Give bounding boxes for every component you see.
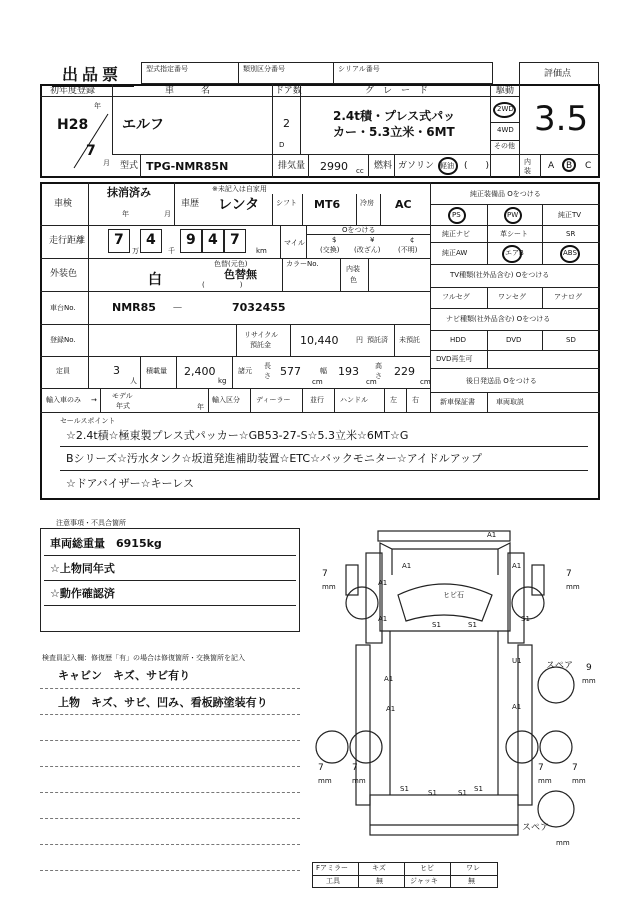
dmg-a1-side-left: A1 <box>384 675 394 683</box>
after-title: 後日発送品 Oをつける <box>466 377 537 385</box>
navi-sd: SD <box>566 336 576 344</box>
dmg-s1-cab-2: S1 <box>468 621 477 629</box>
truck-damage-diagram <box>310 525 610 865</box>
import-kbn: 輸入区分 <box>212 396 240 404</box>
sales-line-1: ☆2.4t積☆極東製プレス式パッカー☆GB53-27-S☆5.3立米☆6MT☆G <box>66 429 409 442</box>
legend-r4: 無 <box>468 877 475 885</box>
color-label: 外装色 <box>50 269 78 279</box>
score-label: 評価点 <box>544 69 572 79</box>
header-id-box <box>141 62 493 84</box>
inspection-note: ※未記入は自家用 <box>212 185 267 193</box>
shift-label: シフト <box>276 199 297 207</box>
displacement-value: 2990 <box>320 160 348 173</box>
sales-line-2: Bシリーズ☆汚水タンク☆坂道発進補助装置☆ETC☆バックモニター☆アイドルアップ <box>66 452 483 465</box>
displacement-unit: cc <box>356 167 364 175</box>
history-label: 車歴 <box>181 199 200 209</box>
notes-line-1: 車両総重量 6915kg <box>50 537 162 550</box>
dmg-s1-rear-3: S1 <box>428 789 437 797</box>
equip-sr: SR <box>566 230 576 238</box>
equip-abs: ABS <box>563 249 577 257</box>
dmg-a1-bumper: A1 <box>487 531 497 539</box>
grade-label: グ レ ー ド <box>365 86 429 96</box>
tire-fr-value: 7 <box>566 569 572 579</box>
mileage-sen: 千 <box>168 247 175 255</box>
mileage-digit-1: 7 <box>114 232 124 248</box>
recycle-label2: 預託金 <box>250 341 271 349</box>
dmg-u1: U1 <box>512 657 522 665</box>
load-label: 積載量 <box>146 367 167 375</box>
dmg-a1-box-left: A1 <box>386 705 396 713</box>
navi-hdd: HDD <box>450 336 467 344</box>
car-name-value: エルフ <box>122 117 164 133</box>
equipment-title: 純正装備品 Oをつける <box>470 190 541 198</box>
repaint-paren: ( ) <box>202 281 243 289</box>
dmg-windshield: ヒビ石 <box>443 591 464 599</box>
equip-airbag: エアB <box>505 249 524 257</box>
legend-r3: ジャッキ <box>410 877 438 885</box>
model-label: 型式 <box>120 161 139 171</box>
equip-aw: 純正AW <box>442 249 468 257</box>
color-value: 白 <box>148 272 162 288</box>
drive-2wd: 2WD <box>497 105 514 113</box>
legend-r1: 工具 <box>326 877 340 885</box>
cooler-label: 冷房 <box>360 199 374 207</box>
repaint-label: 色替(元色) <box>214 260 248 268</box>
reg-label: 登録No. <box>50 336 76 344</box>
doors-value: 2 <box>283 117 290 130</box>
displacement-label: 排気量 <box>278 161 306 171</box>
inspector-label: 検査員記入欄：修復歴「有」の場合は修復箇所・交換箇所を記入 <box>42 654 245 662</box>
mileage-man: 万 <box>132 247 139 255</box>
capacity-label: 定員 <box>56 367 70 375</box>
dmg-a1-cab-left: A1 <box>402 562 412 570</box>
equip-pw: PW <box>507 211 519 219</box>
capacity-value: 3 <box>113 364 120 377</box>
interior-label: 内装 <box>524 158 531 175</box>
import-label: 輸入車のみ <box>46 396 81 404</box>
mileage-digit-2: 4 <box>146 232 156 248</box>
spare-label-2: スペア <box>522 823 550 833</box>
chassis-label: 車台No. <box>50 304 76 312</box>
fuel-label: 燃料 <box>374 161 393 171</box>
inspection-value: 抹消済み <box>107 186 151 199</box>
inspection-label: 車検 <box>54 199 73 209</box>
tire-rl2-value: 7 <box>352 763 358 773</box>
score-value: 3.5 <box>534 99 589 139</box>
dmg-s1-rear-2: S1 <box>474 785 483 793</box>
dmg-s1-door-right: S1 <box>521 615 530 623</box>
spare-label-1: スペア <box>546 661 574 671</box>
interior-b: B <box>566 161 573 171</box>
tire-rr1-value: 7 <box>538 763 544 773</box>
legend-h1: Fアミラー <box>316 864 349 872</box>
inspector-line-1: キャビン キズ、サビ有り <box>58 669 191 682</box>
equip-navi: 純正ナビ <box>442 230 470 238</box>
notes-label: 注意事項・不具合箇所 <box>56 519 126 527</box>
recycle-value: 10,440 <box>300 334 339 347</box>
mileage-label: 走行距離 <box>49 236 86 246</box>
dmg-a1-door-left: A1 <box>378 615 388 623</box>
grade-line2: カー・5.3立米・6MT <box>333 125 455 139</box>
fuel-paren: ( ) <box>464 161 490 171</box>
dmg-s1-rear-1: S1 <box>400 785 409 793</box>
tv-fullseg: フルセグ <box>442 293 470 301</box>
first-reg-month: 7 <box>86 143 96 159</box>
navi-dvd: DVD <box>506 336 522 344</box>
sales-label: セールスポイント <box>60 417 116 425</box>
mileage-circle-note: Oをつける <box>342 226 376 234</box>
inspection-month: 月 <box>164 210 171 218</box>
spare-value-1: 9 <box>586 663 592 673</box>
colorno-label: カラーNo. <box>286 260 319 268</box>
year-suffix: 年 <box>94 102 101 110</box>
handle-label: ハンドル <box>340 396 368 404</box>
katashiki-label: 型式指定番号 <box>146 65 188 73</box>
mileage-exchange: (交換) <box>320 246 340 254</box>
recycle-label1: リサイクル <box>244 331 279 339</box>
tire-fl-value: 7 <box>322 569 328 579</box>
legend-r2: 無 <box>376 877 383 885</box>
drive-label: 駆動 <box>496 86 515 96</box>
shift-value: MT6 <box>314 198 341 211</box>
doors-d: D <box>279 141 285 149</box>
fuel-kei: 軽油 <box>440 162 454 170</box>
tire-rl1-value: 7 <box>318 763 324 773</box>
drive-other: その他 <box>494 142 515 150</box>
model-value: TPG-NMR85N <box>146 160 229 173</box>
inspection-year: 年 <box>122 210 129 218</box>
tv-title: TV種類(社外品含む) Oをつける <box>450 271 550 279</box>
legend-h4: ワレ <box>466 864 480 872</box>
equip-tv: 純正TV <box>558 211 582 219</box>
height-value: 229 <box>394 365 415 378</box>
after-manual: 車両取説 <box>496 398 524 406</box>
notes-line-3: ☆動作確認済 <box>50 587 115 600</box>
dmg-a1-side-right: A1 <box>512 703 522 711</box>
deposit-done: 預託済 <box>367 336 388 344</box>
repaint-value: 色替無 <box>224 268 257 281</box>
navi-title: ナビ種類(社外品含む) Oをつける <box>446 315 551 323</box>
car-name-label: 車 名 <box>165 86 211 96</box>
mileage-tampered: (改ざん) <box>354 246 381 254</box>
dmg-s1-cab-1: S1 <box>432 621 441 629</box>
serial-label: シリアル番号 <box>338 65 380 73</box>
sales-line-3: ☆ドアバイザー☆キーレス <box>66 477 194 490</box>
month-suffix: 月 <box>103 159 110 167</box>
mileage-digit-4: 4 <box>208 232 218 248</box>
import-dealer: ディーラー <box>256 396 291 404</box>
tire-rr2-value: 7 <box>572 763 578 773</box>
load-value: 2,400 <box>184 365 216 378</box>
legend-h2: キズ <box>372 864 386 872</box>
drive-4wd: 4WD <box>497 126 514 134</box>
deposit-not: 未預託 <box>399 336 420 344</box>
import-parallel: 並行 <box>310 396 324 404</box>
interior-a: A <box>548 161 555 171</box>
ruibetsu-label: 類別区分番号 <box>243 65 285 73</box>
mileage-digit-3: 9 <box>186 232 196 248</box>
mileage-unknown: (不明) <box>398 246 418 254</box>
dmg-a1-mirror: A1 <box>378 579 388 587</box>
fuel-value: ガソリン <box>398 161 435 171</box>
dims-label: 諸元 <box>238 367 252 375</box>
mileage-digit-5: 7 <box>230 232 240 248</box>
first-reg-label: 初年度登録 <box>50 86 96 96</box>
history-value: レンタ <box>218 197 260 213</box>
doors-label: ドア数 <box>275 86 302 96</box>
mileage-km: km <box>256 247 267 255</box>
interior-color-label2: 色 <box>350 276 357 284</box>
dmg-a1-cab-right: A1 <box>512 562 522 570</box>
equip-ps: PS <box>452 211 461 219</box>
tv-oneseg: ワンセグ <box>498 293 526 301</box>
cooler-value: AC <box>395 198 412 211</box>
inspector-line-2: 上物 キズ、サビ、凹み、看板跡塗装有り <box>58 696 268 709</box>
notes-line-2: ☆上物同年式 <box>50 562 115 575</box>
chassis-prefix: NMR85 <box>112 301 156 314</box>
form-title: 出品票 <box>62 65 123 84</box>
grade-line1: 2.4t積・プレス式パッ <box>333 109 456 123</box>
length-value: 577 <box>280 365 301 378</box>
tv-analog: アナログ <box>554 293 582 301</box>
legend-h3: ヒビ <box>420 864 434 872</box>
interior-color-label1: 内装 <box>346 265 360 273</box>
chassis-number: 7032455 <box>232 301 286 314</box>
first-reg-era: H28 <box>57 117 89 133</box>
equip-leather: 革シート <box>500 230 528 238</box>
after-warranty: 新車保証書 <box>440 398 475 406</box>
width-value: 193 <box>338 365 359 378</box>
dmg-s1-rear-4: S1 <box>458 789 467 797</box>
dvd-play-label: DVD再生可 <box>436 355 473 363</box>
interior-c: C <box>585 161 592 171</box>
mileage-mile: マイル <box>284 239 305 247</box>
